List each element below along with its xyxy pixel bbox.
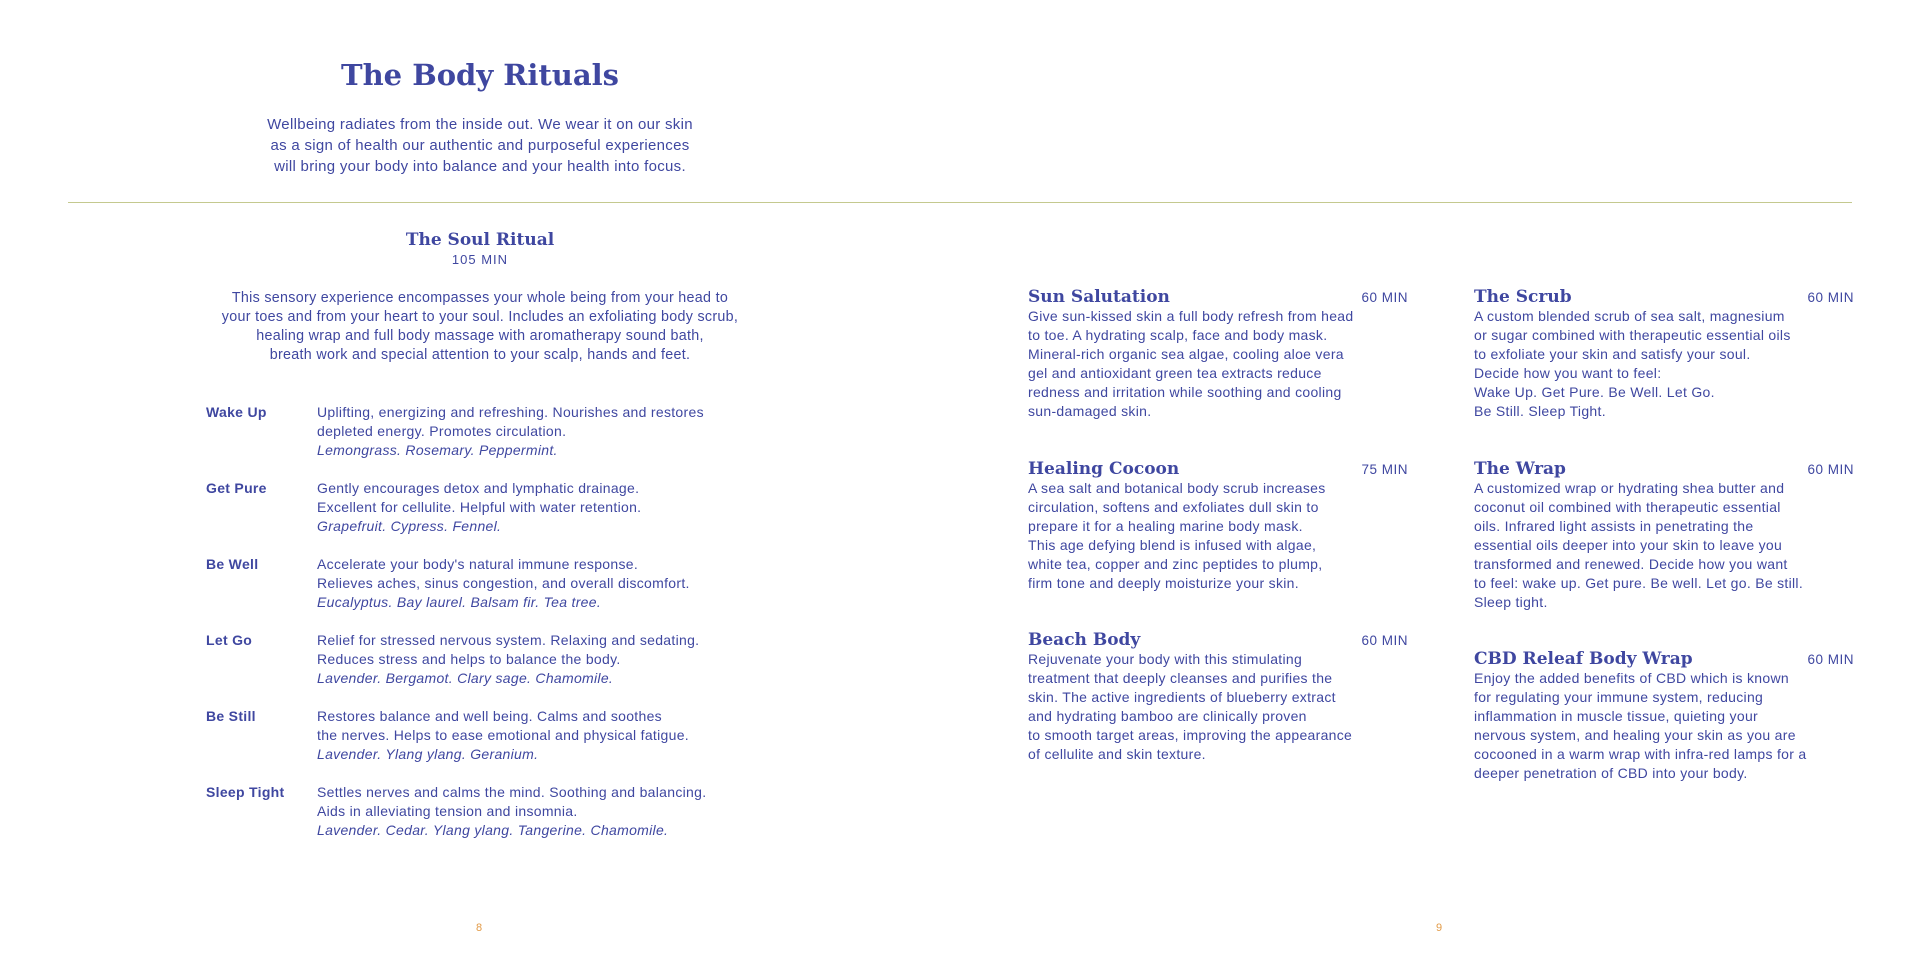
- treatment-line: treatment that deeply cleanses and purifies the: [1028, 670, 1333, 686]
- treatment-line: essential oils deeper into your skin to leave you: [1474, 537, 1783, 553]
- aroma-name: Get Pure: [206, 480, 267, 496]
- treatment-line: white tea, copper and zinc peptides to plump,: [1028, 556, 1323, 572]
- treatment-cbd-releaf-body-wrap: [1474, 649, 1854, 783]
- aroma-get-pure: [206, 479, 826, 555]
- aroma-line: Relieves aches, sinus congestion, and overall discomfort.: [317, 575, 690, 591]
- soul-ritual-title: The Soul Ritual: [405, 230, 555, 250]
- treatment-line: transformed and renewed. Decide how you want: [1474, 556, 1788, 572]
- treatment-header: [1474, 459, 1854, 479]
- treatment-name: Beach Body: [1028, 630, 1141, 650]
- aroma-description: [317, 403, 704, 479]
- treatment-line: or sugar combined with therapeutic essential oils: [1474, 327, 1791, 343]
- treatment-header: [1474, 287, 1854, 307]
- treatment-header: [1028, 630, 1408, 650]
- treatment-line: and hydrating bamboo are clinically proven: [1028, 708, 1307, 724]
- aroma-line: Uplifting, energizing and refreshing. Nourishes and restores: [317, 404, 704, 420]
- treatment-healing-cocoon: [1028, 459, 1408, 593]
- description-line: healing wrap and full body massage with aromatherapy sound bath,: [256, 328, 704, 344]
- aroma-line: Restores balance and well being. Calms and soothes: [317, 708, 662, 724]
- treatment-duration: 60 MIN: [1807, 462, 1854, 477]
- treatment-sun-salutation: [1028, 287, 1408, 421]
- description-line: This sensory experience encompasses your whole being from your head to: [231, 290, 729, 306]
- treatment-description: [1474, 669, 1854, 783]
- treatment-line: Wake Up. Get Pure. Be Well. Let Go.: [1474, 384, 1715, 400]
- treatment-line: redness and irritation while soothing and cooling: [1028, 384, 1342, 400]
- aroma-line: Accelerate your body's natural immune response.: [317, 556, 639, 572]
- treatment-duration: 60 MIN: [1361, 290, 1408, 305]
- treatment-duration: 75 MIN: [1361, 462, 1408, 477]
- aroma-be-well: [206, 555, 826, 631]
- treatment-line: to exfoliate your skin and satisfy your soul.: [1474, 346, 1751, 362]
- description-line: breath work and special attention to your scalp, hands and feet.: [269, 347, 691, 363]
- description-line: your toes and from your heart to your soul. Includes an exfoliating body scrub,: [221, 309, 739, 325]
- aroma-wake-up: [206, 403, 826, 479]
- aroma-name: Be Still: [206, 708, 256, 724]
- treatment-line: gel and antioxidant green tea extracts reduce: [1028, 365, 1322, 381]
- page-title: The Body Rituals: [340, 58, 620, 92]
- aroma-notes: Lavender. Ylang ylang. Geranium.: [317, 746, 539, 762]
- aroma-notes: Eucalyptus. Bay laurel. Balsam fir. Tea tree.: [317, 594, 602, 610]
- aroma-name: Be Well: [206, 556, 259, 572]
- treatment-duration: 60 MIN: [1807, 652, 1854, 667]
- aroma-name: Sleep Tight: [206, 784, 285, 800]
- aroma-notes: Lemongrass. Rosemary. Peppermint.: [317, 442, 558, 458]
- treatment-name: Healing Cocoon: [1028, 459, 1180, 479]
- treatment-line: Give sun-kissed skin a full body refresh from head: [1028, 308, 1354, 324]
- treatment-description: [1474, 307, 1854, 421]
- aroma-notes: Grapefruit. Cypress. Fennel.: [317, 518, 502, 534]
- treatment-line: Mineral-rich organic sea algae, cooling aloe vera: [1028, 346, 1344, 362]
- treatment-line: for regulating your immune system, reducing: [1474, 689, 1764, 705]
- treatment-line: skin. The active ingredients of blueberry extract: [1028, 689, 1336, 705]
- treatment-line: to feel: wake up. Get pure. Be well. Let go. Be still.: [1474, 575, 1804, 591]
- page-number-left: 8: [476, 922, 483, 934]
- soul-ritual-description: [170, 289, 790, 365]
- treatment-line: sun-damaged skin.: [1028, 403, 1152, 419]
- treatment-header: [1474, 649, 1854, 669]
- treatment-duration: 60 MIN: [1807, 290, 1854, 305]
- treatment-line: oils. Infrared light assists in penetrating the: [1474, 518, 1754, 534]
- treatment-line: nervous system, and healing your skin as you are: [1474, 727, 1796, 743]
- aroma-sleep-tight: [206, 783, 826, 859]
- soul-ritual-duration: 105 MIN: [451, 252, 509, 267]
- section-divider: [68, 202, 1852, 203]
- aroma-name: Let Go: [206, 632, 253, 648]
- treatment-line: A custom blended scrub of sea salt, magnesium: [1474, 308, 1785, 324]
- treatment-line: to toe. A hydrating scalp, face and body mask.: [1028, 327, 1328, 343]
- treatment-name: The Wrap: [1474, 459, 1566, 479]
- aroma-notes: Lavender. Bergamot. Clary sage. Chamomile.: [317, 670, 614, 686]
- aroma-line: Aids in alleviating tension and insomnia.: [317, 803, 578, 819]
- treatment-description: [1474, 479, 1854, 612]
- treatment-description: [1028, 479, 1408, 593]
- aroma-line: Settles nerves and calms the mind. Soothing and balancing.: [317, 784, 707, 800]
- intro-line: as a sign of health our authentic and purposeful experiences: [270, 137, 690, 154]
- treatment-name: CBD Releaf Body Wrap: [1474, 649, 1693, 669]
- page-number-right: 9: [1436, 922, 1443, 934]
- aroma-line: Excellent for cellulite. Helpful with water retention.: [317, 499, 642, 515]
- treatment-description: [1028, 650, 1408, 764]
- aroma-line: Relief for stressed nervous system. Relaxing and sedating.: [317, 632, 700, 648]
- treatment-duration: 60 MIN: [1361, 633, 1408, 648]
- aroma-description: [317, 479, 641, 555]
- intro-text: [230, 114, 730, 177]
- aroma-line: depleted energy. Promotes circulation.: [317, 423, 567, 439]
- treatment-line: cocooned in a warm wrap with infra-red lamps for a: [1474, 746, 1807, 762]
- treatment-line: circulation, softens and exfoliates dull skin to: [1028, 499, 1319, 515]
- treatment-line: A customized wrap or hydrating shea butter and: [1474, 480, 1785, 496]
- treatment-line: A sea salt and botanical body scrub increases: [1028, 480, 1326, 496]
- treatment-beach-body: [1028, 630, 1408, 764]
- treatment-name: Sun Salutation: [1028, 287, 1170, 307]
- aroma-notes: Lavender. Cedar. Ylang ylang. Tangerine. Chamomile.: [317, 822, 669, 838]
- treatment-line: prepare it for a healing marine body mask.: [1028, 518, 1303, 534]
- treatment-line: Enjoy the added benefits of CBD which is known: [1474, 670, 1789, 686]
- aroma-be-still: [206, 707, 826, 783]
- treatment-line: This age defying blend is infused with algae,: [1028, 537, 1317, 553]
- treatment-line: Sleep tight.: [1474, 594, 1548, 610]
- treatment-line: deeper penetration of CBD into your body.: [1474, 765, 1748, 781]
- aroma-line: Gently encourages detox and lymphatic drainage.: [317, 480, 640, 496]
- treatment-line: Rejuvenate your body with this stimulating: [1028, 651, 1303, 667]
- treatment-line: Be Still. Sleep Tight.: [1474, 403, 1606, 419]
- aroma-description: [317, 783, 706, 859]
- aroma-description: [317, 555, 690, 631]
- aroma-let-go: [206, 631, 826, 707]
- treatment-line: coconut oil combined with therapeutic essential: [1474, 499, 1781, 515]
- treatment-name: The Scrub: [1474, 287, 1572, 307]
- treatment-line: of cellulite and skin texture.: [1028, 746, 1206, 762]
- aroma-name: Wake Up: [206, 404, 267, 420]
- treatment-line: inflammation in muscle tissue, quieting your: [1474, 708, 1758, 724]
- treatment-the-scrub: [1474, 287, 1854, 421]
- aroma-line: the nerves. Helps to ease emotional and physical fatigue.: [317, 727, 689, 743]
- treatment-line: to smooth target areas, improving the appearance: [1028, 727, 1353, 743]
- treatment-description: [1028, 307, 1408, 421]
- aroma-line: Reduces stress and helps to balance the body.: [317, 651, 621, 667]
- treatment-header: [1028, 287, 1408, 307]
- treatment-line: Decide how you want to feel:: [1474, 365, 1662, 381]
- aroma-description: [317, 631, 699, 707]
- intro-line: will bring your body into balance and your health into focus.: [274, 158, 686, 175]
- intro-line: Wellbeing radiates from the inside out. We wear it on our skin: [267, 116, 693, 133]
- treatment-the-wrap: [1474, 459, 1854, 612]
- aroma-description: [317, 707, 689, 783]
- treatment-line: firm tone and deeply moisturize your skin.: [1028, 575, 1299, 591]
- aroma-list: [206, 403, 826, 859]
- treatment-header: [1028, 459, 1408, 479]
